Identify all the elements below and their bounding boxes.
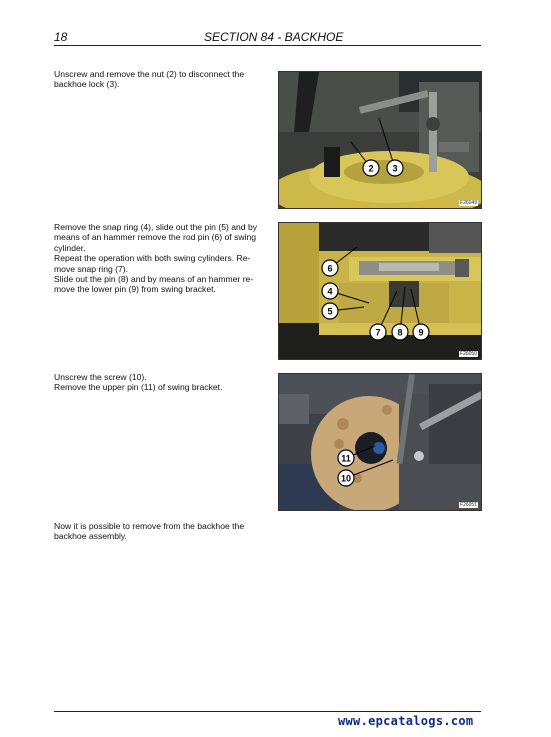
figure-3-photo <box>278 373 482 511</box>
figure-code: F26051 <box>460 502 477 508</box>
callout-10-label: 10 <box>340 473 352 484</box>
callout-5-label: 5 <box>327 306 333 317</box>
step-2-line: move snap ring (7). <box>54 263 129 274</box>
step-4-line: backhoe assembly. <box>54 531 127 542</box>
figure-code: F26050 <box>460 351 477 357</box>
step-2-line: Remove the snap ring (4), slide out the pin (5) and by <box>54 222 258 232</box>
section-title: SECTION 84 - BACKHOE <box>204 30 344 44</box>
step-4-line: Now it is possible to remove from the backhoe the <box>54 521 245 531</box>
step-1-line: backhoe lock (3). <box>54 79 120 90</box>
figure-1-photo <box>278 71 482 209</box>
step-3-line: Unscrew the screw (10). <box>54 372 147 382</box>
page-number: 18 <box>54 30 68 44</box>
step-2-line: cylinder. <box>54 242 86 253</box>
callout-9-label: 9 <box>418 327 424 338</box>
figure-code: F26049 <box>460 200 477 206</box>
step-1-text <box>54 69 264 90</box>
step-2-line: Slide out the pin (8) and by means of an hammer re- <box>54 274 254 285</box>
callout-8-label: 8 <box>397 327 403 338</box>
step-4-text <box>54 521 264 542</box>
callout-7-label: 7 <box>375 327 381 338</box>
figure-2-photo <box>278 222 482 360</box>
header-rule <box>54 45 481 46</box>
step-3-text <box>54 372 264 393</box>
footer-rule <box>54 711 481 712</box>
step-2-line: move the lower pin (9) from swing bracket. <box>54 284 216 295</box>
callout-11-label: 11 <box>341 453 351 464</box>
step-2-line: Repeat the operation with both swing cylinders. Re- <box>54 253 251 264</box>
website-link[interactable]: www.epcatalogs.com <box>338 714 474 728</box>
step-3-line: Remove the upper pin (11) of swing bracket. <box>54 382 223 393</box>
page-header <box>54 30 481 44</box>
callout-4-label: 4 <box>327 286 333 297</box>
step-2-text <box>54 222 264 295</box>
step-1-line: Unscrew and remove the nut (2) to disconnect the <box>54 69 245 79</box>
callout-6-label: 6 <box>327 263 333 274</box>
callout-2-label: 2 <box>368 163 374 174</box>
callout-3-label: 3 <box>392 163 398 174</box>
step-2-line: means of an hammer remove the rod pin (6) of swing <box>54 232 257 243</box>
